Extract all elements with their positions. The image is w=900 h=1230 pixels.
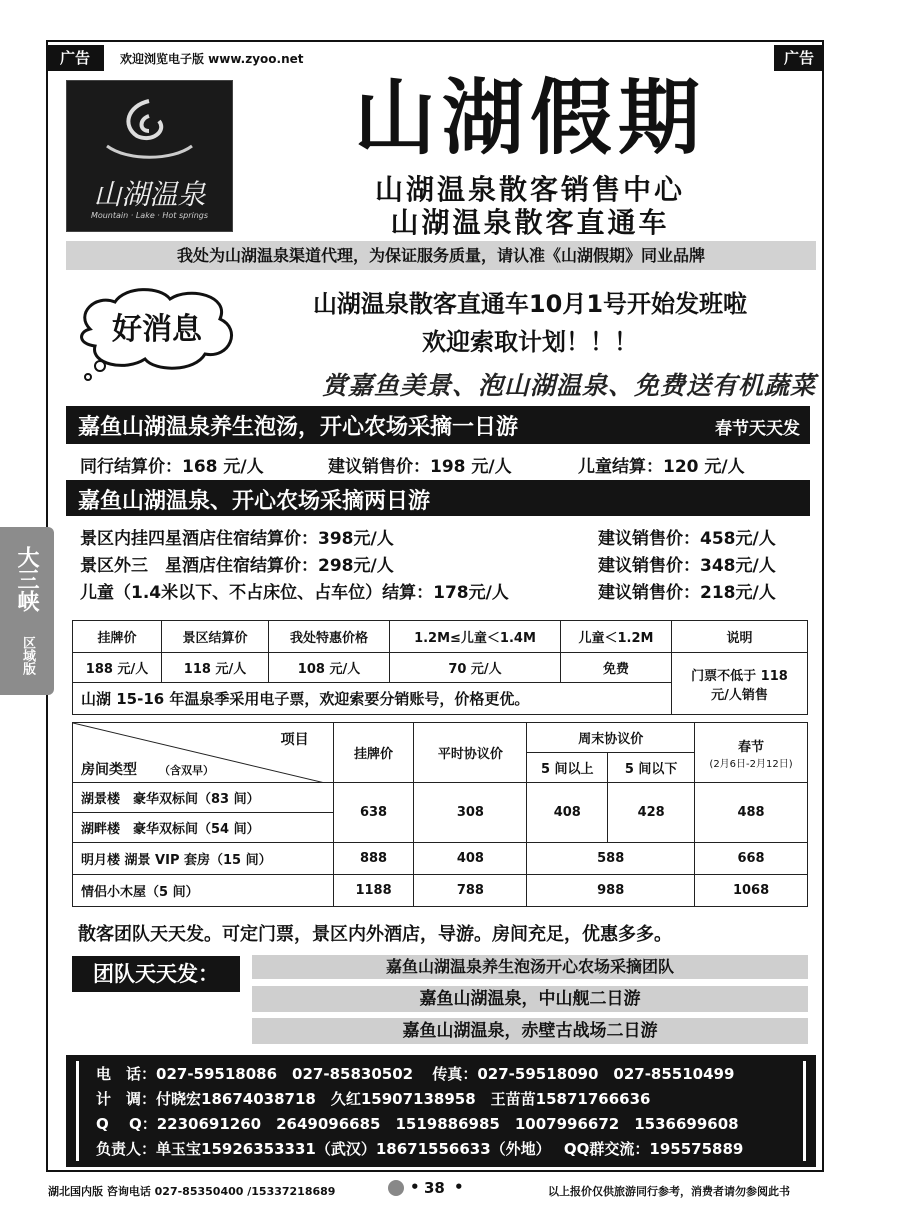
room-type-label: 房间类型: [81, 762, 137, 778]
table-header: 说明: [672, 621, 808, 653]
news-subline: 欢迎索取计划！！！: [422, 328, 638, 356]
table-header: 5 间以上: [527, 753, 608, 783]
logo-english-text: Mountain · Lake · Hot springs: [90, 211, 209, 220]
tour2-row-left: 景区内挂四星酒店住宿结算价：398元/人: [80, 529, 394, 549]
tour1-title: 嘉鱼山湖温泉养生泡汤，开心农场采摘一日游: [78, 415, 519, 440]
page-number: 38: [424, 1179, 445, 1197]
ticket-price-table: [72, 620, 808, 715]
boss-phones[interactable]: 单玉宝15926353331（武汉）18671556633（外地）: [156, 1140, 551, 1158]
table-cell: 108 元/人: [269, 653, 390, 683]
contact-qq-row: [96, 1113, 739, 1134]
main-title: 山湖假期: [353, 70, 706, 166]
side-tab-title: 大三峡: [14, 546, 40, 612]
fax-numbers: 027-59518090 027-85510499: [477, 1065, 735, 1083]
brand-logo: [66, 80, 233, 232]
table-header: 周末协议价: [527, 723, 695, 753]
website-link[interactable]: 欢迎浏览电子版 www.zyoo.net: [120, 52, 304, 66]
contact-boss-row: [96, 1138, 743, 1159]
table-cell: 免费: [561, 653, 672, 683]
spring-label: 春节: [738, 739, 765, 755]
fax-label: 传真：: [432, 1065, 478, 1083]
qq-group-label: QQ群交流：: [563, 1140, 650, 1158]
subtitle-direct-bus: 山湖温泉散客直通车: [390, 206, 670, 239]
footer-left: 湖北国内版 咨询电话 027-85350400 /15337218689: [48, 1185, 336, 1198]
table-header: 景区结算价: [162, 621, 269, 653]
qq-numbers[interactable]: 2230691260 2649096685 1519886985 1007996672 1536699608: [156, 1115, 739, 1133]
decor-line: [803, 1061, 806, 1161]
table-header: 5 间以下: [608, 753, 695, 783]
tour2-title: 嘉鱼山湖温泉、开心农场采摘两日游: [78, 489, 431, 514]
table-cell: 308: [414, 783, 527, 843]
good-news-label: 好消息: [112, 312, 202, 347]
room-price-table: [72, 722, 808, 907]
table-header: 我处特惠价格: [269, 621, 390, 653]
news-headline: 山湖温泉散客直通车10月1号开始发班啦: [312, 290, 748, 318]
page-emblem-icon: [388, 1180, 404, 1196]
logo-chinese-text: 山湖温泉: [93, 178, 206, 211]
phone-label: 电 话：: [96, 1065, 157, 1083]
room-type-note: （含双早）: [159, 764, 214, 777]
table-cell: 70 元/人: [390, 653, 561, 683]
group-item: 嘉鱼山湖温泉，中山舰二日游: [252, 986, 808, 1012]
table-cell: 408: [414, 843, 527, 875]
e-ticket-note: 山湖 15-16 年温泉季采用电子票，欢迎索要分销账号，价格更优。: [73, 683, 672, 715]
dispatch-contacts[interactable]: 付晓宏18674038718 久红15907138958 王苗苗15871766636: [156, 1090, 651, 1108]
group-item: 嘉鱼山湖温泉养生泡汤开心农场采摘团队: [252, 955, 808, 979]
tour2-banner: [66, 480, 810, 516]
table-header: 1.2M≤儿童＜1.4M: [390, 621, 561, 653]
tour2-row-right: 建议销售价：218元/人: [598, 583, 776, 603]
contact-phone-row: [96, 1063, 734, 1084]
tour1-banner: [66, 406, 810, 444]
daily-departure-note: 散客团队天天发。可定门票，景区内外酒店，导游。房间充足，优惠多多。: [78, 924, 672, 945]
table-header: 挂牌价: [73, 621, 162, 653]
table-cell: 408: [527, 783, 608, 843]
brand-notice: 我处为山湖温泉渠道代理，为保证服务质量，请认准《山湖假期》同业品牌: [66, 241, 816, 270]
tour1-badge: 春节天天发: [715, 419, 800, 439]
group-label: 团队天天发：: [72, 956, 240, 992]
group-item: 嘉鱼山湖温泉，赤壁古战场二日游: [252, 1018, 808, 1044]
ticket-note: 门票不低于 118 元/人销售: [672, 653, 808, 715]
contact-block: [66, 1055, 816, 1167]
phone-numbers[interactable]: 027-59518086 027-85830502: [156, 1065, 414, 1083]
ad-tag-right: 广告: [774, 45, 824, 71]
table-cell: 588: [527, 843, 695, 875]
table-cell: 488: [695, 783, 808, 843]
table-cell: 668: [695, 843, 808, 875]
table-cell: 428: [608, 783, 695, 843]
table-header: 儿童＜1.2M: [561, 621, 672, 653]
page-number-badge: • 38 •: [388, 1178, 478, 1200]
tour1-price-child: 儿童结算：120 元/人: [578, 457, 745, 477]
boss-label: 负责人：: [96, 1140, 157, 1158]
item-label: 项目: [280, 732, 309, 748]
ad-tag-left: 广告: [46, 45, 104, 71]
side-region-tab: [0, 527, 54, 695]
table-cell: 888: [333, 843, 414, 875]
room-name: 湖景楼 豪华双标间（83 间）: [73, 783, 334, 813]
tour2-row-left: 景区外三 星酒店住宿结算价：298元/人: [80, 556, 394, 576]
qq-group-number[interactable]: 195575889: [649, 1140, 744, 1158]
dispatch-label: 计 调：: [96, 1090, 157, 1108]
table-cell: 188 元/人: [73, 653, 162, 683]
good-news-bubble: [70, 284, 245, 372]
side-tab-sub: 区域版: [20, 635, 35, 675]
table-header: 挂牌价: [333, 723, 414, 783]
tour1-price-peer: 同行结算价：168 元/人: [80, 457, 264, 477]
table-cell: 988: [527, 875, 695, 907]
table-cell: 118 元/人: [162, 653, 269, 683]
spring-dates: (2月6日-2月12日): [709, 758, 793, 770]
tour2-row-left: 儿童（1.4米以下、不占床位、占车位）结算：178元/人: [80, 583, 509, 603]
subtitle-sales-center: 山湖温泉散客销售中心: [374, 173, 685, 206]
table-cell: 638: [333, 783, 414, 843]
tour2-row-right: 建议销售价：348元/人: [598, 556, 776, 576]
table-cell: 1068: [695, 875, 808, 907]
tour2-row-right: 建议销售价：458元/人: [598, 529, 776, 549]
room-name: 湖畔楼 豪华双标间（54 间）: [73, 813, 334, 843]
qq-label: Q Q：: [96, 1115, 157, 1133]
promo-slogan: 赏嘉鱼美景、泡山湖温泉、免费送有机蔬菜: [321, 371, 816, 400]
table-cell: 788: [414, 875, 527, 907]
decor-line: [76, 1061, 79, 1161]
tour1-price-retail: 建议销售价：198 元/人: [328, 457, 512, 477]
table-corner-cell: [73, 723, 334, 783]
contact-dispatch-row: [96, 1088, 650, 1109]
footer-right: 以上报价仅供旅游同行参考，消费者请勿参阅此书: [548, 1185, 790, 1198]
room-name: 情侣小木屋（5 间）: [73, 875, 334, 907]
room-name: 明月楼 湖景 VIP 套房（15 间）: [73, 843, 334, 875]
table-header: 平时协议价: [414, 723, 527, 783]
table-header: [695, 723, 808, 783]
table-cell: 1188: [333, 875, 414, 907]
